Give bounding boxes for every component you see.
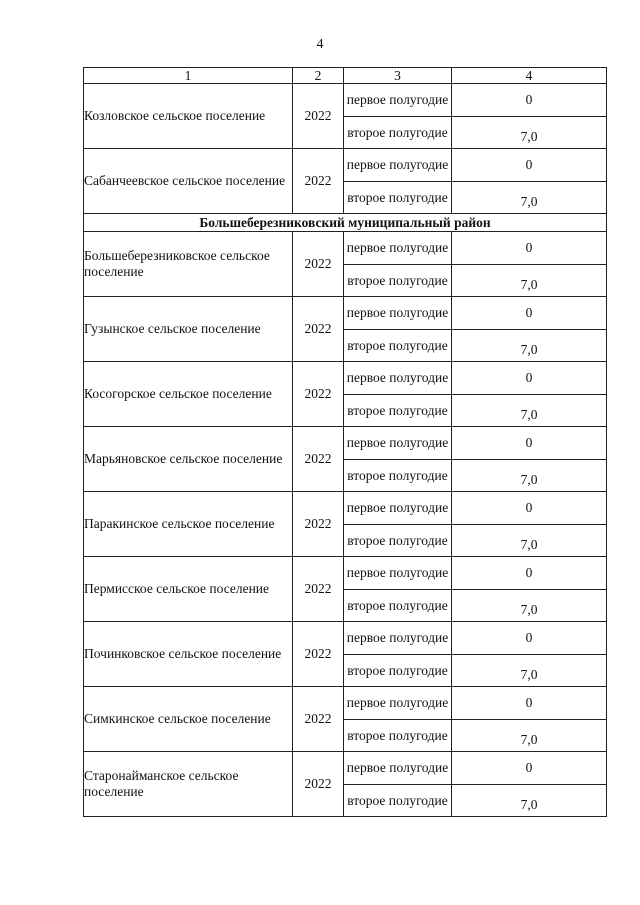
year-cell: 2022 [293,557,344,622]
value-cell: 0 [452,297,607,330]
value-cell: 7,0 [452,524,607,557]
settlement-name: Большеберезниковское сельское поселение [84,232,293,297]
table-group-2 [84,232,607,817]
column-header: 1 [84,68,293,84]
year-cell: 2022 [293,297,344,362]
period-cell: первое полугодие [344,622,452,655]
table-row [84,687,607,720]
value-cell: 0 [452,557,607,590]
settlement-name: Старонайманское сельское поселение [84,752,293,817]
settlement-name: Пермисское сельское поселение [84,557,293,622]
settlement-name: Починковское сельское поселение [84,622,293,687]
value-cell: 7,0 [452,459,607,492]
value-cell: 0 [452,622,607,655]
table-row [84,232,607,265]
year-cell: 2022 [293,427,344,492]
year-cell: 2022 [293,752,344,817]
value-cell: 0 [452,427,607,460]
period-cell: второе полугодие [344,329,452,362]
period-cell: второе полугодие [344,264,452,297]
period-cell: второе полугодие [344,459,452,492]
settlements-table [83,67,607,817]
year-cell: 2022 [293,622,344,687]
period-cell: второе полугодие [344,589,452,622]
value-cell: 0 [452,752,607,785]
year-cell: 2022 [293,492,344,557]
value-cell: 7,0 [452,589,607,622]
table-row [84,492,607,525]
period-cell: первое полугодие [344,492,452,525]
settlement-name: Паракинское сельское поселение [84,492,293,557]
column-header: 2 [293,68,344,84]
section-row [84,214,607,232]
settlement-name: Козловское сельское поселение [84,84,293,149]
page-number: 4 [316,37,324,52]
table-row [84,557,607,590]
table-row [84,427,607,460]
value-cell: 7,0 [452,784,607,817]
column-header: 4 [452,68,607,84]
value-cell: 7,0 [452,181,607,214]
table-row [84,149,607,182]
value-cell: 7,0 [452,329,607,362]
period-cell: первое полугодие [344,232,452,265]
year-cell: 2022 [293,84,344,149]
period-cell: первое полугодие [344,149,452,182]
period-cell: второе полугодие [344,394,452,427]
value-cell: 0 [452,492,607,525]
table-row [84,362,607,395]
period-cell: первое полугодие [344,84,452,117]
year-cell: 2022 [293,232,344,297]
settlement-name: Гузынское сельское поселение [84,297,293,362]
period-cell: первое полугодие [344,297,452,330]
value-cell: 7,0 [452,116,607,149]
period-cell: первое полугодие [344,557,452,590]
table-row [84,297,607,330]
table-row [84,84,607,117]
column-header: 3 [344,68,452,84]
settlement-name: Марьяновское сельское поселение [84,427,293,492]
period-cell: первое полугодие [344,752,452,785]
year-cell: 2022 [293,149,344,214]
value-cell: 0 [452,362,607,395]
period-cell: первое полугодие [344,687,452,720]
period-cell: второе полугодие [344,524,452,557]
table-row [84,622,607,655]
period-cell: второе полугодие [344,181,452,214]
year-cell: 2022 [293,687,344,752]
value-cell: 0 [452,149,607,182]
period-cell: второе полугодие [344,654,452,687]
period-cell: второе полугодие [344,784,452,817]
period-cell: первое полугодие [344,427,452,460]
value-cell: 0 [452,232,607,265]
value-cell: 0 [452,84,607,117]
table-section [84,214,607,232]
period-cell: второе полугодие [344,116,452,149]
period-cell: первое полугодие [344,362,452,395]
period-cell: второе полугодие [344,719,452,752]
value-cell: 7,0 [452,394,607,427]
settlement-name: Косогорское сельское поселение [84,362,293,427]
settlement-name: Симкинское сельское поселение [84,687,293,752]
year-cell: 2022 [293,362,344,427]
value-cell: 7,0 [452,654,607,687]
value-cell: 0 [452,687,607,720]
table-row [84,752,607,785]
settlement-name: Сабанчеевское сельское поселение [84,149,293,214]
value-cell: 7,0 [452,264,607,297]
table-header-row [84,68,607,84]
section-title: Большеберезниковский муниципальный район [84,214,607,232]
table-group-1 [84,84,607,214]
value-cell: 7,0 [452,719,607,752]
